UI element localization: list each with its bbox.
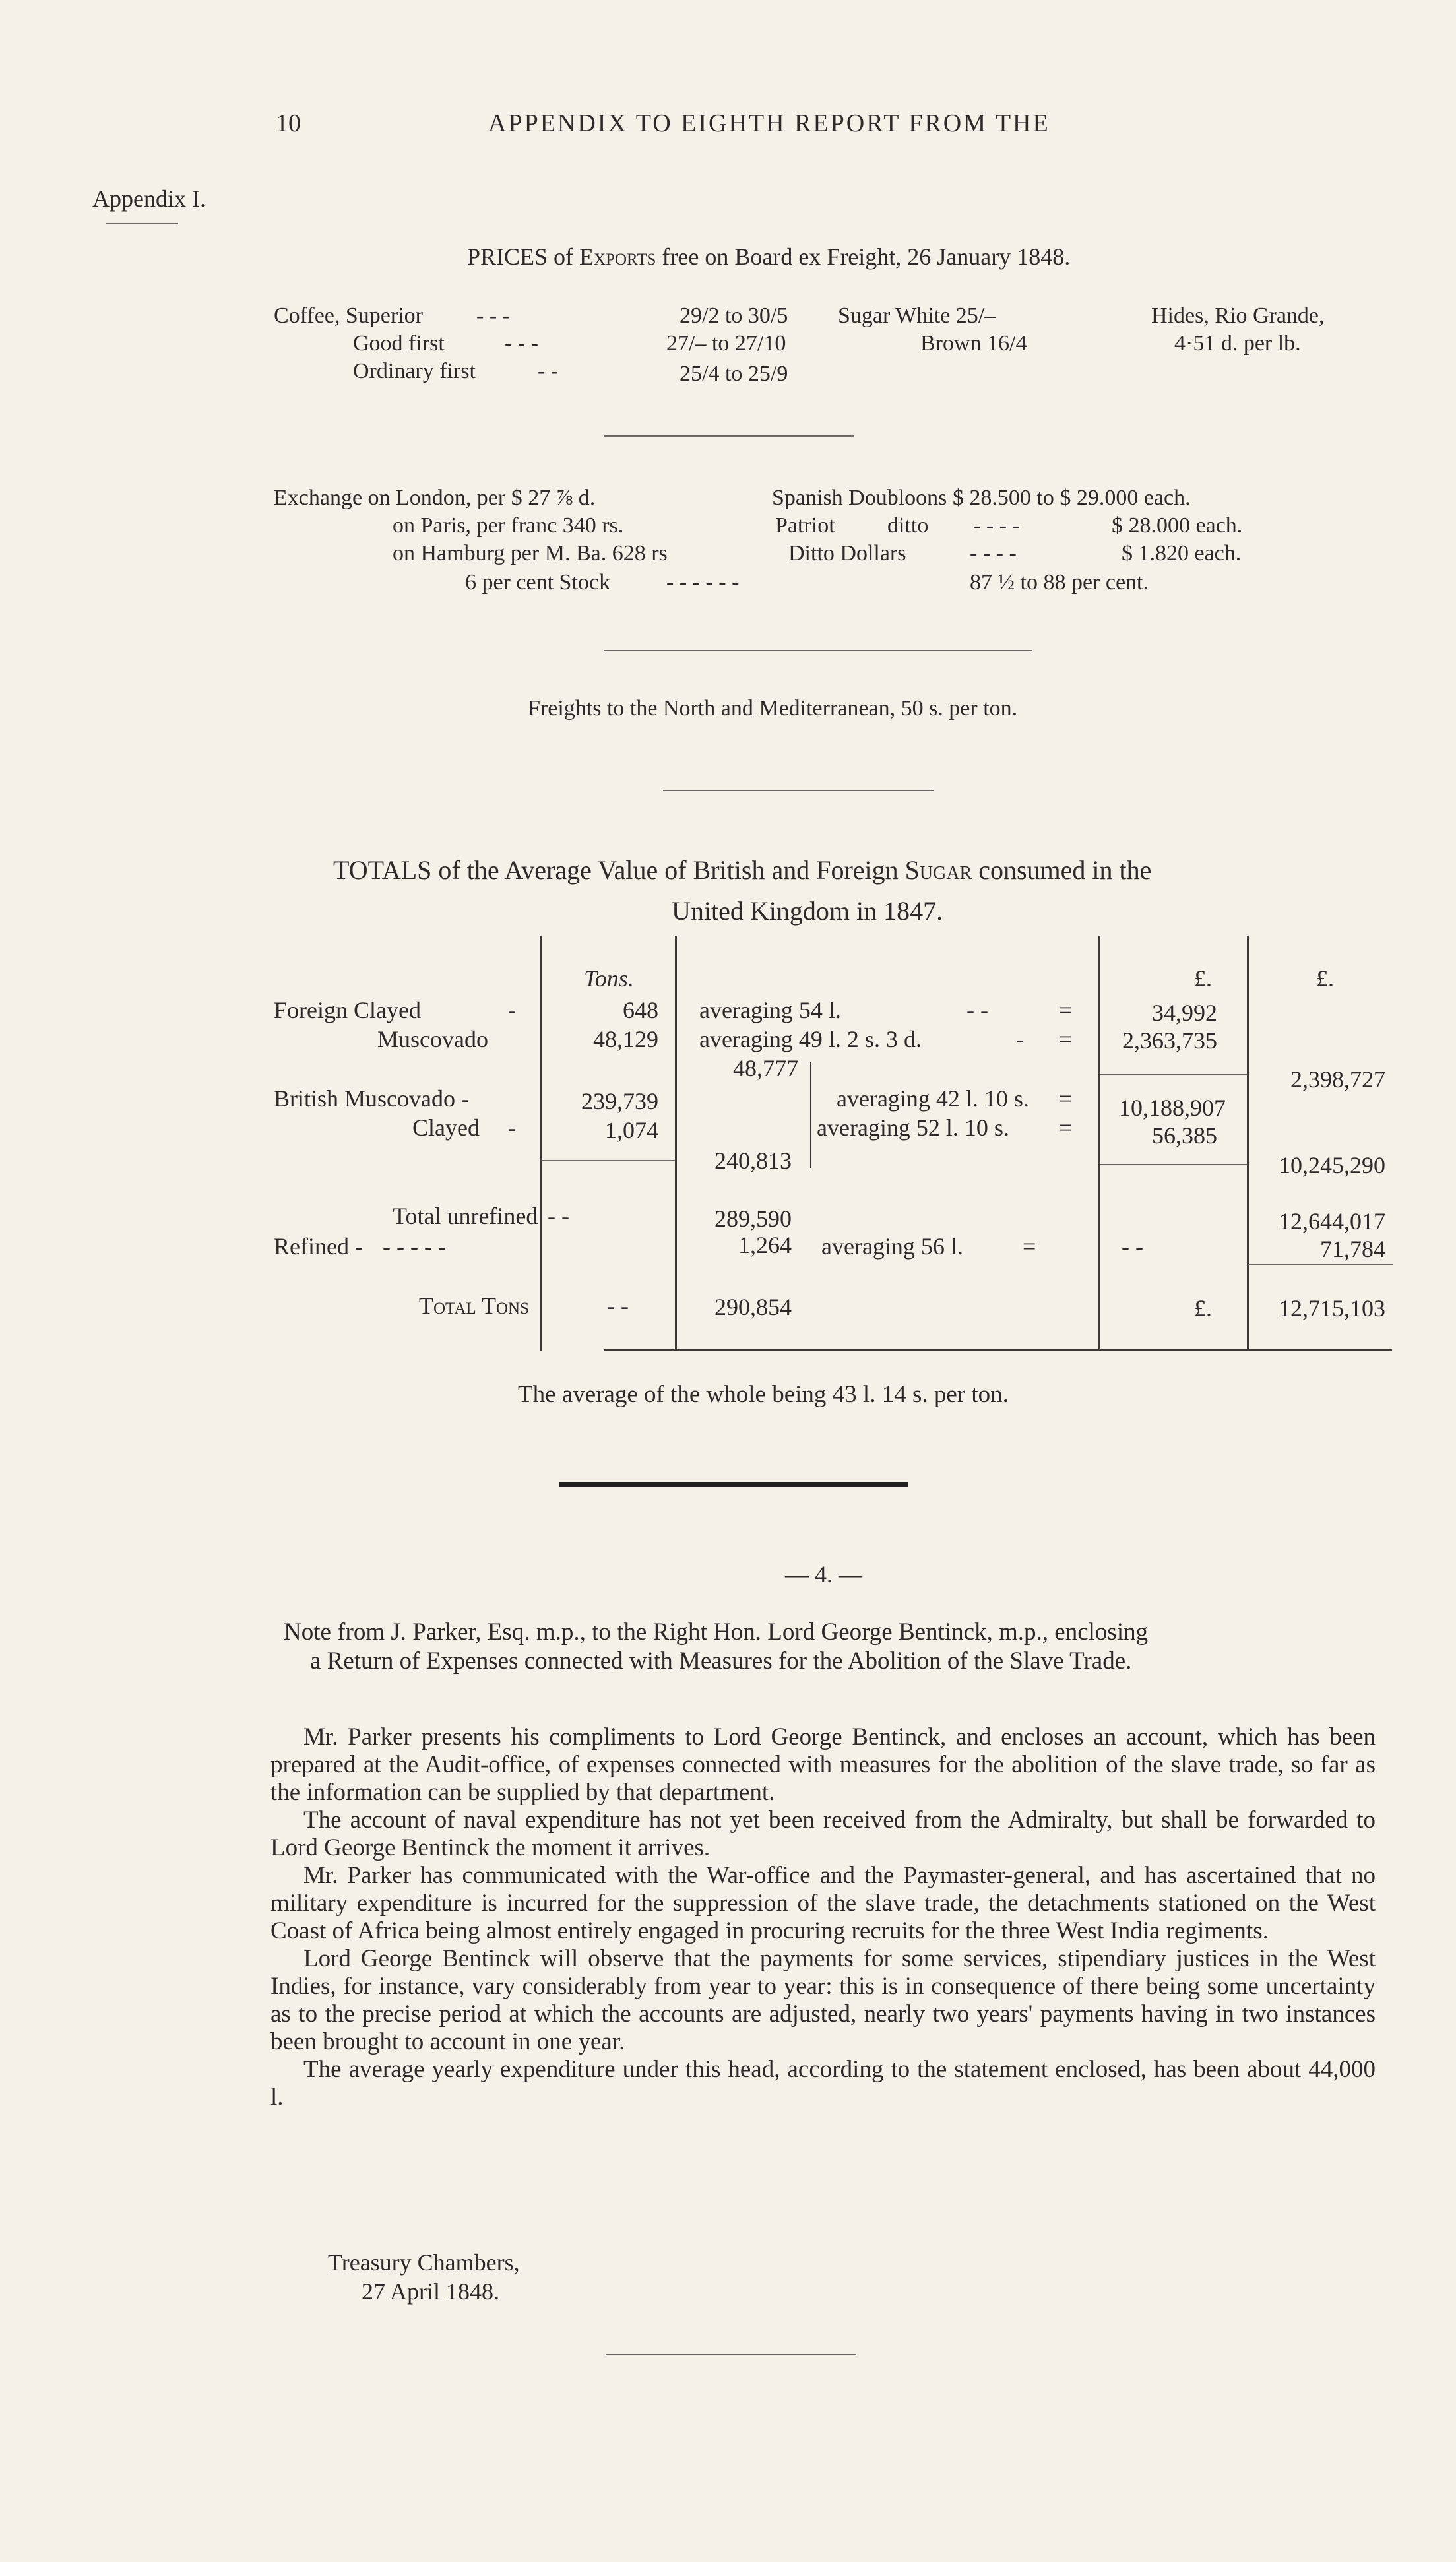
dashes: - - - — [476, 304, 510, 328]
foreign-subtotal: 48,777 — [733, 1055, 798, 1081]
dashes: - - - - - — [383, 1233, 446, 1260]
exchange-london: Exchange on London, per $ 27 ⅞ d. — [274, 486, 596, 510]
table-rule — [1100, 1164, 1247, 1165]
equals: = — [1059, 997, 1073, 1023]
letter-date: 27 April 1848. — [362, 2278, 500, 2305]
fc-value: 34,992 — [1152, 1000, 1217, 1026]
divider — [663, 790, 934, 791]
british-muscovado-label: British Muscovado - — [274, 1085, 469, 1112]
note-line1: Note from J. Parker, Esq. m.p., to the Right Hon. Lord George Bentinck, m.p., enclosing — [284, 1618, 1149, 1646]
equals: = — [1023, 1233, 1036, 1260]
patriot-dashes: - - - - — [973, 513, 1020, 538]
table-column-rule — [675, 936, 677, 1351]
fm-tons: 48,129 — [593, 1026, 658, 1052]
refined-value: 71,784 — [1320, 1236, 1385, 1262]
dash: - — [508, 1114, 516, 1141]
muscovado-label: Muscovado — [377, 1026, 488, 1052]
clayed-label: Clayed — [412, 1114, 480, 1141]
refined-avg: averaging 56 l. — [821, 1233, 963, 1260]
page-number: 10 — [276, 110, 301, 137]
bm-tons: 239,739 — [581, 1088, 658, 1114]
fm-value: 2,363,735 — [1122, 1027, 1217, 1054]
letter-place: Treasury Chambers, — [328, 2249, 520, 2276]
ordinary-first-label: Ordinary first — [353, 359, 476, 383]
refined-label: Refined - — [274, 1233, 363, 1260]
fm-avg: averaging 49 l. 2 s. 3 d. — [699, 1026, 922, 1052]
table-rule — [1248, 1264, 1393, 1265]
table-column-rule — [810, 1062, 811, 1168]
prices-title: PRICES of Exports free on Board ex Freight, 26 January 1848. — [467, 243, 1071, 270]
dashes: - - — [538, 359, 559, 383]
foreign-total-value: 2,398,727 — [1290, 1066, 1385, 1093]
table-bottom-rule — [604, 1349, 1392, 1351]
bc-avg: averaging 52 l. 10 s. — [817, 1114, 1009, 1141]
bm-avg: averaging 42 l. 10 s. — [837, 1085, 1029, 1112]
ordinary-first-price: 25/4 to 25/9 — [680, 362, 788, 386]
good-first-price: 27/– to 27/10 — [666, 331, 786, 356]
average-note: The average of the whole being 43 l. 14 s. per ton. — [518, 1381, 1009, 1408]
dashes: - - — [607, 1293, 629, 1319]
letter-paragraph: Mr. Parker presents his compliments to Lord George Bentinck, and encloses an account, which has been prepared at the Audit-office, of expenses connected with measures for the abolition of the slave trade, so far as the information can be supplied by that department. — [270, 1723, 1376, 1806]
unrefined-value: 12,644,017 — [1279, 1208, 1385, 1234]
stock-value: 87 ½ to 88 per cent. — [970, 570, 1149, 594]
dollars-label: Ditto Dollars — [788, 541, 906, 565]
equals: = — [1059, 1085, 1073, 1112]
freights: Freights to the North and Mediterranean, 50 s. per ton. — [528, 696, 1018, 721]
sugar-white: Sugar White 25/– — [838, 304, 996, 328]
hides-line1: Hides, Rio Grande, — [1151, 304, 1325, 328]
british-subtotal: 240,813 — [714, 1147, 792, 1174]
total-tons: 290,854 — [714, 1294, 792, 1320]
total-unrefined-label: Total unrefined — [393, 1203, 538, 1229]
end-rule — [606, 2354, 856, 2355]
table-column-rule — [1247, 936, 1249, 1351]
table-column-rule — [540, 936, 542, 1351]
patriot-value: $ 28.000 each. — [1112, 513, 1243, 538]
running-title: APPENDIX TO EIGHTH REPORT FROM THE — [488, 110, 1050, 137]
dollars-dashes: - - - - — [970, 541, 1017, 565]
dashes: - - — [1122, 1233, 1143, 1260]
pound-header: £. — [1194, 965, 1212, 992]
divider — [604, 650, 1032, 651]
exchange-paris: on Paris, per franc 340 rs. — [393, 513, 624, 538]
dash: - — [1016, 1026, 1024, 1052]
coffee-superior-price: 29/2 to 30/5 — [680, 304, 788, 328]
sugar-brown: Brown 16/4 — [920, 331, 1027, 356]
table-column-rule — [1098, 936, 1100, 1351]
good-first-label: Good first — [353, 331, 445, 356]
spanish-doubloons: Spanish Doubloons $ 28.500 to $ 29.000 each. — [772, 486, 1191, 510]
table-rule — [541, 1160, 675, 1161]
total-tons-label: Total Tons — [419, 1293, 529, 1319]
letter-paragraph: The account of naval expenditure has not yet been received from the Admiralty, but shall be forwarded to Lord George Bentinck the moment it arrives. — [270, 1807, 1376, 1861]
stock-dashes: - - - - - - — [666, 570, 740, 594]
letter-body — [270, 1723, 1376, 2111]
exchange-hamburg: on Hamburg per M. Ba. 628 rs — [393, 541, 668, 565]
bc-tons: 1,074 — [605, 1117, 658, 1143]
totals-title-line2: United Kingdom in 1847. — [672, 896, 943, 926]
bm-value: 10,188,907 — [1119, 1095, 1226, 1121]
hides-line2: 4·51 d. per lb. — [1174, 331, 1301, 356]
appendix-underline — [106, 223, 178, 224]
dollars-value: $ 1.820 each. — [1122, 541, 1242, 565]
pound-sign: £. — [1194, 1295, 1212, 1322]
equals: = — [1059, 1026, 1073, 1052]
bc-value: 56,385 — [1152, 1122, 1217, 1149]
dashes: - - — [966, 997, 988, 1023]
coffee-superior-label: Coffee, Superior — [274, 304, 423, 328]
letter-paragraph: Lord George Bentinck will observe that the payments for some services, stipendiary justices in the West Indies, for instance, vary considerably from year to year: this is in consequence of there being some uncertainty as to the precise period at which the accounts are adjusted, nearly two years' payments having in two instances been brought to account in one year. — [270, 1945, 1376, 2055]
letter-paragraph: The average yearly expenditure under this head, according to the statement enclosed, has been about 44,000 l. — [270, 2056, 1376, 2111]
patriot-label: Patriot — [775, 513, 835, 538]
table-rule — [1100, 1074, 1247, 1075]
grand-total-value: 12,715,103 — [1279, 1295, 1385, 1322]
fc-tons: 648 — [623, 997, 658, 1023]
totals-title: TOTALS of the Average Value of British and Foreign Sugar consumed in the — [333, 855, 1152, 885]
dash: - — [508, 997, 516, 1023]
stock-label: 6 per cent Stock — [465, 570, 610, 594]
appendix-label: Appendix I. — [92, 185, 206, 212]
equals: = — [1059, 1114, 1073, 1141]
dashes: - - - — [505, 331, 538, 356]
dashes: - - — [548, 1203, 569, 1229]
section-rule — [559, 1482, 908, 1487]
british-total-value: 10,245,290 — [1279, 1152, 1385, 1178]
patriot-ditto: ditto — [887, 513, 929, 538]
section-number: — 4. — — [785, 1561, 862, 1587]
refined-tons: 1,264 — [738, 1232, 792, 1258]
pound-header: £. — [1316, 965, 1334, 992]
letter-paragraph: Mr. Parker has communicated with the War-office and the Paymaster-general, and has ascertained that no military expenditure is incurred for the suppression of the slave trade, the detachments stationed on the West Coast of Africa being almost entirely engaged in procuring recruits for the three West India regiments. — [270, 1862, 1376, 1944]
tons-header: Tons. — [584, 965, 634, 992]
unrefined-tons: 289,590 — [714, 1205, 792, 1232]
note-line2: a Return of Expenses connected with Measures for the Abolition of the Slave Trade. — [310, 1648, 1132, 1675]
foreign-clayed-label: Foreign Clayed — [274, 997, 421, 1023]
fc-avg: averaging 54 l. — [699, 997, 841, 1023]
divider — [604, 435, 854, 437]
